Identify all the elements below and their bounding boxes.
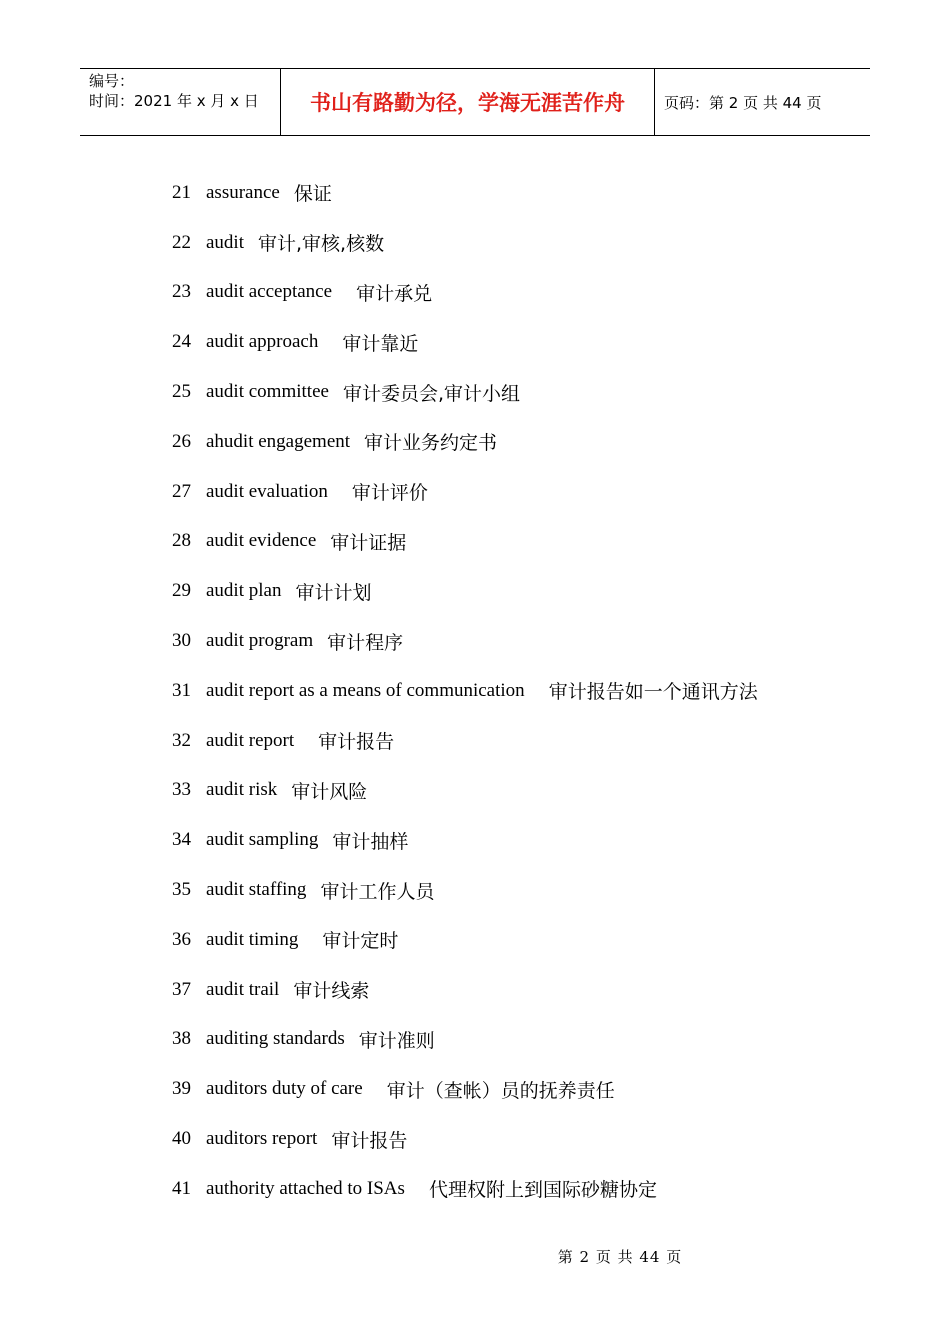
entry-term: audit acceptance — [206, 281, 333, 303]
entry-number: 37 — [172, 978, 191, 1000]
header-page-label: 页码：第 2 页 共 44 页 — [664, 93, 822, 112]
list-item — [172, 517, 872, 567]
entry-translation: 审计证据 — [330, 531, 407, 554]
list-item — [172, 417, 872, 467]
list-item — [172, 666, 872, 716]
list-item — [172, 317, 872, 367]
page-header — [80, 68, 870, 136]
entry-term: audit report as a means of communication — [206, 679, 525, 701]
glossary-list — [172, 168, 872, 1214]
entry-translation: 代理权附上到国际砂糖协定 — [428, 1179, 657, 1202]
list-item — [172, 467, 872, 517]
list-item — [172, 1015, 872, 1065]
list-item — [172, 1064, 872, 1114]
entry-term: audit report — [206, 729, 295, 751]
list-item — [172, 616, 872, 666]
list-item — [172, 766, 872, 816]
entry-number: 38 — [172, 1028, 191, 1050]
list-item — [172, 367, 872, 417]
entry-translation: 审计（查帐）员的抚养责任 — [386, 1079, 615, 1102]
entry-translation: 审计线索 — [293, 980, 370, 1003]
entry-term: auditors duty of care — [206, 1078, 363, 1100]
entry-number: 34 — [172, 829, 191, 851]
list-item — [172, 168, 872, 218]
entry-translation: 审计靠近 — [342, 332, 419, 355]
entry-translation: 审计报告如一个通讯方法 — [548, 681, 758, 704]
entry-number: 41 — [172, 1177, 191, 1199]
entry-number: 27 — [172, 480, 191, 502]
entry-number: 28 — [172, 530, 191, 552]
entry-translation: 审计承兑 — [356, 282, 433, 305]
entry-term: audit program — [206, 630, 314, 652]
entry-term: audit plan — [206, 580, 282, 602]
entry-number: 39 — [172, 1078, 191, 1100]
list-item — [172, 218, 872, 268]
entry-term: audit evidence — [206, 530, 317, 552]
list-item — [172, 268, 872, 318]
entry-term: audit committee — [206, 381, 329, 403]
page-footer: 第 2 页 共 44 页 — [557, 1248, 683, 1266]
entry-translation: 审计抽样 — [332, 830, 409, 853]
entry-translation: 审计定时 — [322, 930, 399, 953]
entry-translation: 审计风险 — [291, 780, 368, 803]
list-item — [172, 815, 872, 865]
entry-term: authority attached to ISAs — [206, 1177, 405, 1199]
entry-translation: 审计报告 — [331, 1129, 408, 1152]
entry-number: 31 — [172, 679, 191, 701]
entry-number: 29 — [172, 580, 191, 602]
entry-translation: 审计准则 — [358, 1029, 435, 1052]
entry-number: 23 — [172, 281, 191, 303]
entry-number: 21 — [172, 181, 191, 203]
entry-translation: 审计评价 — [351, 482, 428, 505]
entry-translation: 审计工作人员 — [320, 880, 435, 903]
entry-term: audit evaluation — [206, 480, 328, 502]
list-item — [172, 965, 872, 1015]
entry-translation: 审计,审核,核数 — [258, 233, 385, 256]
entry-number: 26 — [172, 430, 191, 452]
entry-number: 22 — [172, 231, 191, 253]
entry-translation: 审计计划 — [295, 581, 372, 604]
entry-number: 40 — [172, 1128, 191, 1150]
entry-number: 25 — [172, 381, 191, 403]
entry-translation: 审计报告 — [318, 731, 395, 754]
entry-term: auditing standards — [206, 1028, 345, 1050]
entry-number: 30 — [172, 630, 191, 652]
header-meta — [80, 69, 281, 135]
entry-number: 35 — [172, 879, 191, 901]
entry-term: ahudit engagement — [206, 430, 351, 452]
entry-number: 32 — [172, 729, 191, 751]
entry-term: auditors report — [206, 1128, 318, 1150]
entry-number: 24 — [172, 331, 191, 353]
list-item — [172, 716, 872, 766]
entry-term: audit staffing — [206, 879, 307, 901]
entry-term: audit trail — [206, 978, 280, 1000]
serial-label: 编号： — [89, 72, 135, 90]
list-item — [172, 915, 872, 965]
entry-term: assurance — [206, 181, 280, 203]
entry-term: audit — [206, 231, 244, 253]
entry-term: audit risk — [206, 779, 278, 801]
entry-number: 33 — [172, 779, 191, 801]
list-item — [172, 865, 872, 915]
list-item — [172, 566, 872, 616]
entry-translation: 保证 — [293, 183, 332, 206]
list-item — [172, 1164, 872, 1214]
time-label: 时间：2021 年 x 月 x 日 — [89, 92, 259, 110]
entry-term: audit timing — [206, 928, 299, 950]
header-motto: 书山有路勤为径，学海无涯苦作舟 — [281, 69, 655, 135]
entry-translation: 审计程序 — [327, 631, 404, 654]
entry-term: audit sampling — [206, 829, 319, 851]
entry-translation: 审计业务约定书 — [364, 432, 498, 455]
entry-number: 36 — [172, 928, 191, 950]
list-item — [172, 1114, 872, 1164]
entry-term: audit approach — [206, 331, 319, 353]
entry-translation: 审计委员会,审计小组 — [342, 382, 520, 405]
